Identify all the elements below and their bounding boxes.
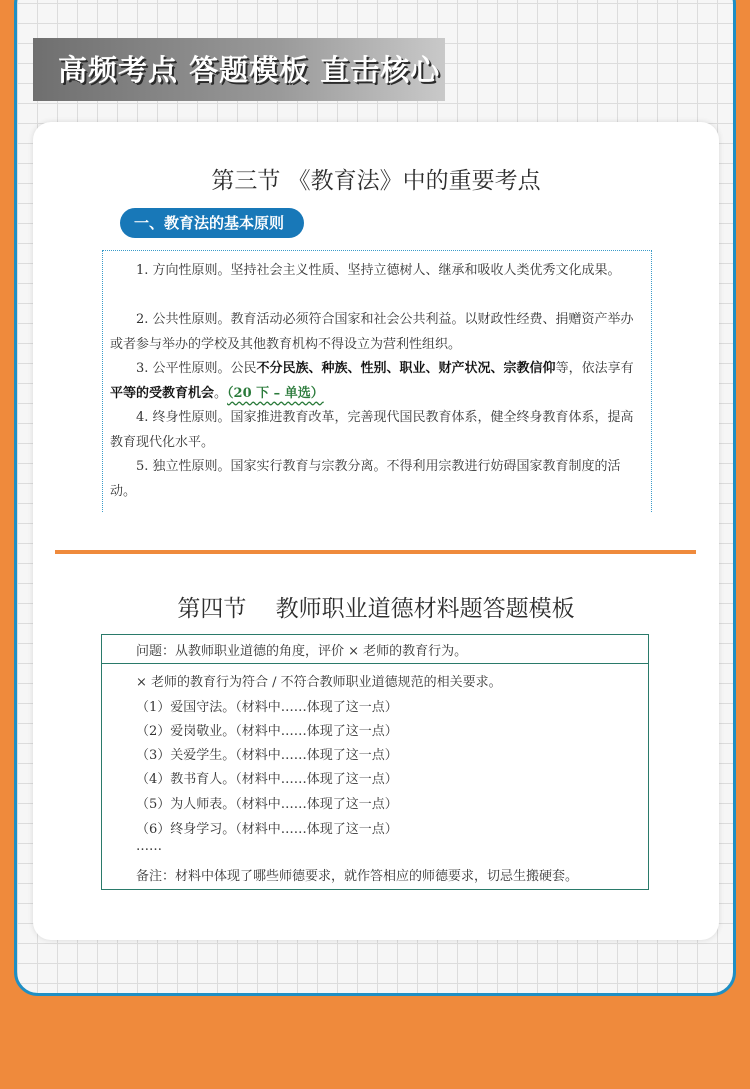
- note-text: 备注：材料中体现了哪些师德要求，就作答相应的师德要求，切忌生搬硬套。: [136, 869, 579, 884]
- banner-title: 高频考点 答题模板 直击核心: [58, 53, 441, 87]
- principle-3-bold-1: 不分民族、种族、性别、职业、财产状况、宗教信仰: [256, 361, 556, 376]
- template-table: [101, 634, 649, 890]
- list-item: （5）为人师表。（材料中……体现了这一点）: [136, 797, 398, 812]
- list-item: （2）爱岗敬业。（材料中……体现了这一点）: [136, 724, 398, 739]
- principle-3-text-end: 。: [214, 385, 228, 401]
- principle-5: 5. 独立性原则。国家实行教育与宗教分离。不得利用宗教进行妨碍国家教育制度的活动。: [110, 459, 621, 499]
- section-divider: [55, 550, 696, 554]
- intro-line: × 老师的教育行为符合 / 不符合教师职业道德规范的相关要求。: [136, 675, 502, 690]
- principle-1: 1. 方向性原则。坚持社会主义性质、坚持立德树人、继承和吸收人类优秀文化成果。: [136, 263, 621, 278]
- section4-title: 第四节 教师职业道德材料题答题模板: [177, 596, 575, 622]
- principle-4: 4. 终身性原则。国家推进教育改革，完善现代国民教育体系，健全终身教育体系，提高教育现代化水平。: [110, 410, 634, 450]
- list-item: （1）爱国守法。（材料中……体现了这一点）: [136, 700, 398, 715]
- exam-tag: （20 下 – 单选）: [227, 385, 324, 401]
- list-item: （6）终身学习。（材料中……体现了这一点）: [136, 822, 398, 837]
- principle-3: [110, 357, 644, 406]
- principle-3-bold-2: 平等的受教育机会: [110, 385, 215, 401]
- list-item: （3）关爱学生。（材料中……体现了这一点）: [136, 748, 398, 763]
- section3-subheading: 一、教育法的基本原则: [120, 208, 304, 238]
- principle-3-text: 3. 公平性原则。公民: [136, 361, 257, 376]
- question-text: 问题：从教师职业道德的角度，评价 × 老师的教育行为。: [136, 644, 468, 659]
- section3-title: 第三节 《教育法》中的重要考点: [211, 168, 541, 194]
- list-item: （4）教书育人。（材料中……体现了这一点）: [136, 772, 398, 787]
- principle-3-text-mid: 等，依法享有: [555, 361, 634, 376]
- ellipsis: ……: [136, 839, 162, 854]
- principle-2: 2. 公共性原则。教育活动必须符合国家和社会公共利益。以财政性经费、捐赠资产举办或者参与举办的学校及其他教育机构不得设立为营利性组织。: [110, 312, 634, 352]
